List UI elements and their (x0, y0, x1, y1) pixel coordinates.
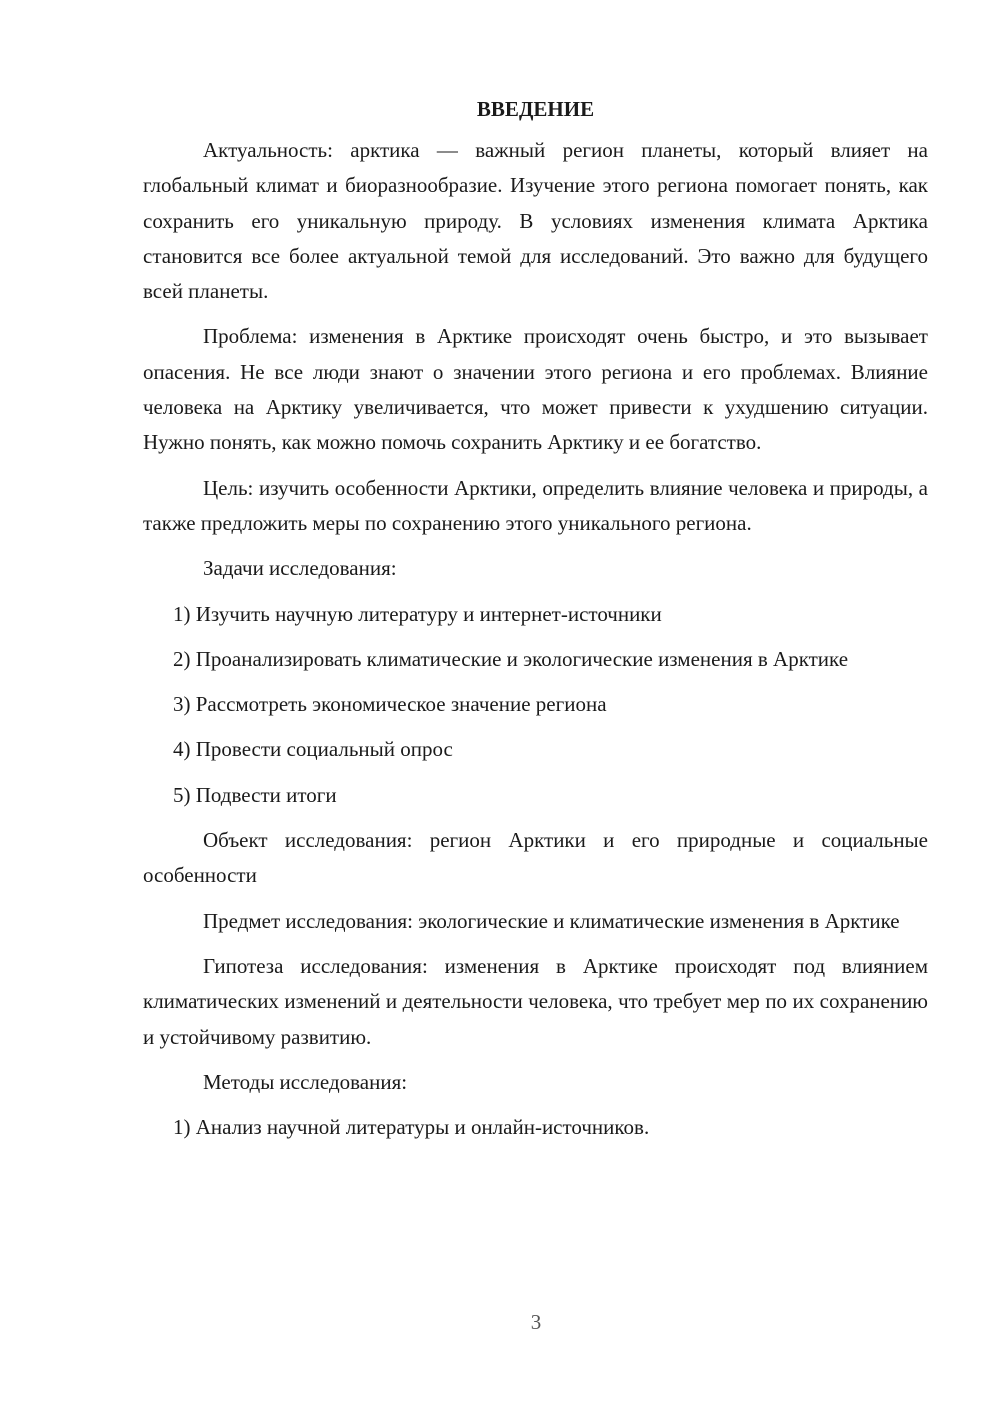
tasks-title: Задачи исследования: (203, 556, 397, 581)
section-heading: ВВЕДЕНИЕ (476, 97, 595, 121)
page-number: 3 (530, 1310, 542, 1334)
subject-paragraph: Предмет исследования: экологические и климатические изменения в Арктике (203, 908, 900, 933)
task-item-3: 3) Рассмотреть экономическое значение региона (173, 692, 607, 717)
relevance-paragraph: Актуальность: арктика — важный регион планеты, который влияет на глобальный климат и биоразнообразие. Изучение этого региона помогает понять, как сохранить его уникальную природу. В условиях изменения климата Арктика становится все более актуальной темой для исследований. Это важно для будущего всей планеты. (143, 138, 928, 304)
task-item-5: 5) Подвести итоги (173, 782, 337, 807)
task-item-2: 2) Проанализировать климатические и экологические изменения в Арктике (173, 646, 849, 671)
page-content (143, 92, 928, 1155)
goal-paragraph: Цель: изучить особенности Арктики, определить влияние человека и природы, а также предложить меры по сохранению этого уникального региона. (143, 475, 928, 535)
method-item-1: 1) Анализ научной литературы и онлайн-источников. (173, 1115, 650, 1140)
problem-paragraph: Проблема: изменения в Арктике происходят очень быстро, и это вызывает опасения. Не все люди знают о значении этого региона и его проблемах. Влияние человека на Арктику увеличивается, что может привести к ухудшению ситуации. Нужно понять, как можно помочь сохранить Арктику и ее богатство. (143, 324, 928, 455)
methods-title: Методы исследования: (203, 1069, 408, 1094)
task-item-1: 1) Изучить научную литературу и интернет-источники (173, 601, 662, 626)
task-item-4: 4) Провести социальный опрос (173, 737, 453, 762)
hypothesis-paragraph: Гипотеза исследования: изменения в Арктике происходят под влиянием климатических изменений и деятельности человека, что требует мер по их сохранению и устойчивому развитию. (143, 953, 928, 1049)
object-paragraph: Объект исследования: регион Арктики и его природные и социальные особенности (143, 828, 928, 888)
